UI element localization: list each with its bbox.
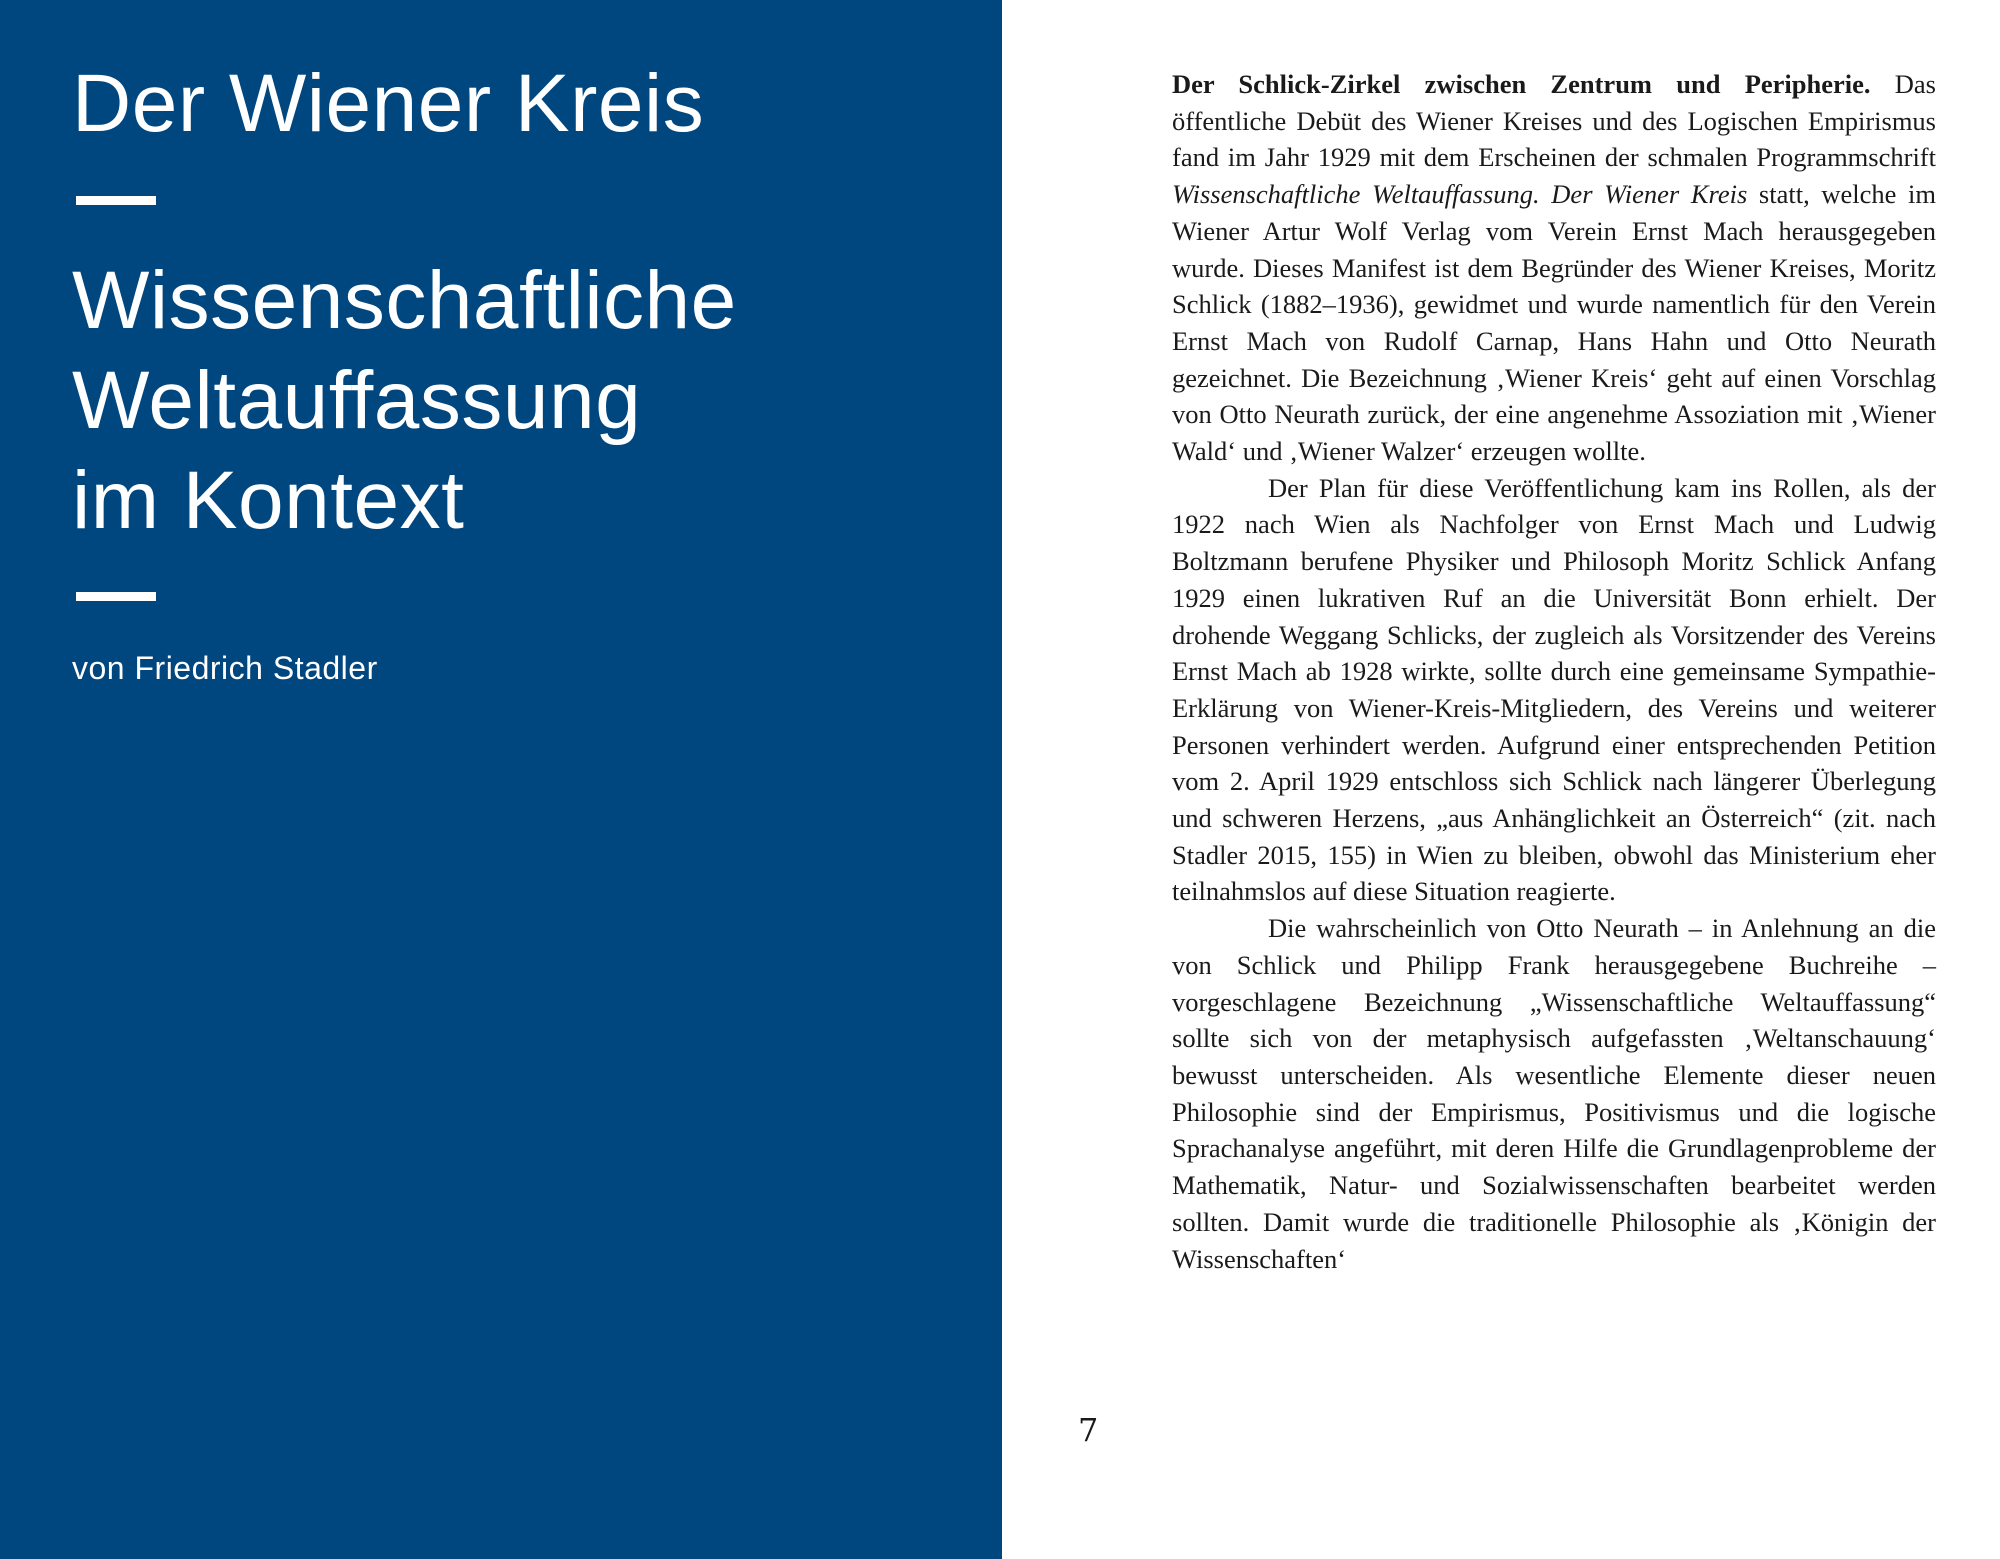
body-paragraph-1 bbox=[1172, 66, 1936, 470]
section-run-in-heading: Der Schlick-Zirkel zwischen Zentrum und Peripherie. bbox=[1172, 69, 1871, 99]
body-paragraph-3: Die wahrscheinlich von Otto Neurath – in Anlehnung an die von Schlick und Philipp Frank herausgegebene Buchreihe – vorgeschlagene Bezeichnung „Wissenschaftliche Weltauffassung“ sollte sich von der metaphysisch aufgefassten ‚Weltanschauung‘ bewusst unterscheiden. Als wesentliche Elemente dieser neuen Philosophie sind der Empirismus, Positivismus und die logische Sprachanalyse angeführt, mit deren Hilfe die Grundlagenprobleme der Mathematik, Natur- und Sozialwissenschaften bearbeitet werden sollten. Damit wurde die traditionelle Philosophie als ‚Königin der Wissenschaften‘ bbox=[1172, 913, 1936, 1274]
page-number: 7 bbox=[1078, 1411, 1099, 1449]
sub-title bbox=[72, 251, 737, 551]
author-byline: von Friedrich Stadler bbox=[72, 650, 378, 686]
title-divider-top bbox=[76, 196, 156, 205]
sub-title-line-1: Wissenschaftliche bbox=[72, 255, 737, 346]
paragraph-1-text-a: Das öffentliche Debüt des Wiener Kreises und des Logischen Empirismus fand im Jahr 1929 mit dem Erscheinen der schmalen Programmschrift bbox=[1172, 69, 1936, 173]
paragraph-1-italic-title: Wissenschaftliche Weltauffassung. Der Wiener Kreis bbox=[1172, 179, 1748, 210]
sub-title-line-3: im Kontext bbox=[72, 455, 465, 546]
paragraph-1-text-b: statt, welche im Wiener Artur Wolf Verlag vom Verein Ernst Mach herausgegeben wurde. Dieses Manifest ist dem Begründer des Wiener Kreises, Moritz Schlick (1882–1936), gewidmet und wurde namentlich für den Verein Ernst Mach von Rudolf Carnap, Hans Hahn und Otto Neurath gezeichnet. Die Bezeichnung ‚Wiener Kreis‘ geht auf einen Vorschlag von Otto Neurath zurück, der eine angenehme Assoziation mit ‚Wiener Wald‘ und ‚Wiener Walzer‘ erzeugen wollte. bbox=[1172, 179, 1936, 467]
sub-title-line-2: Weltauffassung bbox=[72, 355, 642, 446]
body-text-column bbox=[1172, 66, 1936, 1277]
right-page-text bbox=[1002, 0, 2000, 1559]
main-title: Der Wiener Kreis bbox=[72, 58, 705, 149]
title-divider-bottom bbox=[76, 592, 156, 601]
body-paragraph-2: Der Plan für diese Veröffentlichung kam ins Rollen, als der 1922 nach Wien als Nachfolger von Ernst Mach und Ludwig Boltzmann berufene Physiker und Philosoph Moritz Schlick Anfang 1929 einen lukrativen Ruf an die Universität Bonn erhielt. Der drohende Weggang Schlicks, der zugleich als Vorsitzender des Vereins Ernst Mach ab 1928 wirkte, sollte durch eine gemeinsame Sympathie-Erklärung von Wiener-Kreis-Mitgliedern, des Vereins und weiterer Personen verhindert werden. Aufgrund einer entsprechenden Petition vom 2. April 1929 entschloss sich Schlick nach längerer Überlegung und schweren Herzens, „aus Anhänglichkeit an Österreich“ (zit. nach Stadler 2015, 155) in Wien zu bleiben, obwohl das Ministerium eher teilnahmslos auf diese Situation reagierte. bbox=[1172, 472, 1936, 907]
